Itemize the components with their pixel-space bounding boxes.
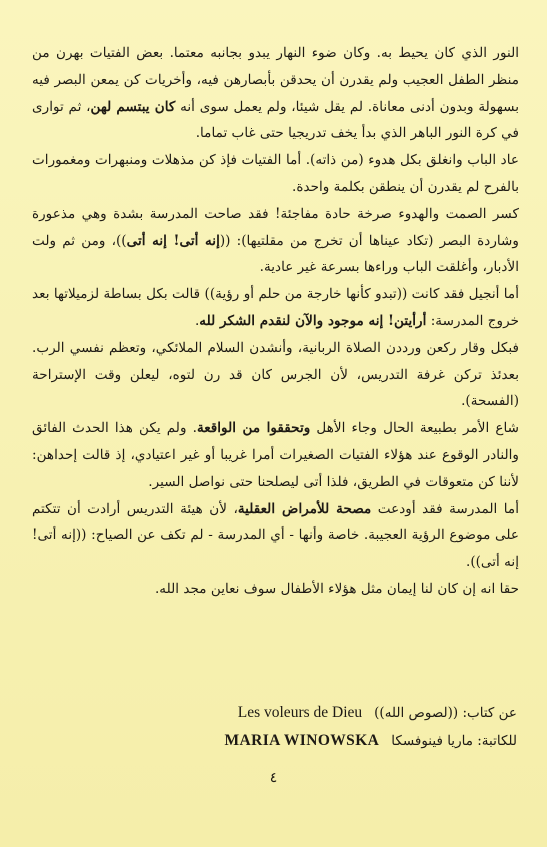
paragraph [32,576,519,603]
text-run: عاد الباب وانغلق بكل هدوء (من ذاته). أما الفتيات فإذ كن مذهلات ومنبهرات ومغمورات بالفرح لم يقدرن أن ينطقن بكلمة واحدة. [32,152,519,195]
text-run: حقا انه إن كان لنا إيمان مثل هؤلاء الأطفال سوف نعاين مجد الله. [154,580,519,597]
book-source-row [34,704,517,732]
article-body [32,40,519,603]
text-run: ، لأن هيئة التدريس أرادت أن تتكتم على موضوع الرؤية العجيبة. خاصة وأنها - أي المدرسة - لم تكف عن الصياح: ((إنه أتى! إنه أتى)). [32,500,519,571]
text-run: النور الذي كان يحيط به. وكان ضوء النهار يبدو بجانبه معتما. بعض الفتيات بهرن من منظر الطفل العجيب ولم يقدرن أن يحدقن بأبصارهن فيه، وأخريات كن يمعن البصر فيه بسهولة وبدون أدنى معاناة. لم يقل شيئا، ولم يعمل سوى أنه [32,45,519,115]
source-citation [34,704,517,760]
bold-phrase: وتحققوا من الواقعة [196,420,311,437]
text-run: . ولم يكن هذا الحدث الفائق والنادر الوقوع عند هؤلاء الفتيات الصغيرات أمرا غريبا أو غير اعتيادي، إذ قالت إحداهن: لأننا كن متعوقات في الطريق، فلذا أتى ليصلحنا حتى نواصل السير. [32,420,519,490]
page-number: ٤ [269,770,278,786]
book-title-fr: Les voleurs de Dieu [237,704,363,721]
text-run: شاع الأمر بطبيعة الحال وجاء الأهل [310,420,519,437]
paragraph [32,496,519,576]
book-label-ar: عن كتاب: ((لصوص الله)) [374,705,517,721]
author-row [34,732,517,760]
paragraph [32,415,519,495]
bold-phrase: كان يبتسم لهن [90,98,176,115]
text-run: . [194,312,200,329]
author-name-en: MARIA WINOWSKA [224,732,380,749]
text-run: فبكل وقار ركعن ورددن الصلاة الربانية، وأنشدن السلام الملائكي، وتعظم نفسي الرب. بعدئذ تركن غرفة التدريس، لأن الجرس كان قد رن لتوه، ليعلن وقت الإستراحة (الفسحة). [32,339,519,410]
bold-phrase: مصحة للأمراض العقلية [237,500,372,517]
paragraph [32,201,519,281]
text-run: أما المدرسة فقد أودعت [371,500,519,517]
bold-phrase: أرأيتن! إنه موجود والآن لنقدم الشكر لله [199,312,427,329]
paragraph [32,40,519,147]
text-run: كسر الصمت والهدوء صرخة حادة مفاجئة! فقد صاحت المدرسة بشدة وهي مذعورة وشاردة البصر (تكاد عيناها أن تخرج من مقلتيها): (( [32,205,519,249]
author-label-ar: للكاتبة: ماريا فينوفسكا [391,733,517,749]
bold-phrase: إنه أتى! إنه أتى [126,232,220,249]
text-run: ، ثم توارى في كرة النور الباهر الذي بدأ يخف تدريجيا حتى غاب تماما. [32,98,519,142]
paragraph [32,335,519,415]
paragraph [32,147,519,201]
text-run: أما أنجيل فقد كانت ((تبدو كأنها خارجة من حلم أو رؤية)) قالت بكل بساطة لزميلاتها بعد خروج المدرسة: [32,286,519,329]
text-run: ))، ومن ثم ولت الأدبار، وأغلقت الباب وراءها بسرعة غير عادية. [32,232,519,276]
paragraph [32,281,519,335]
